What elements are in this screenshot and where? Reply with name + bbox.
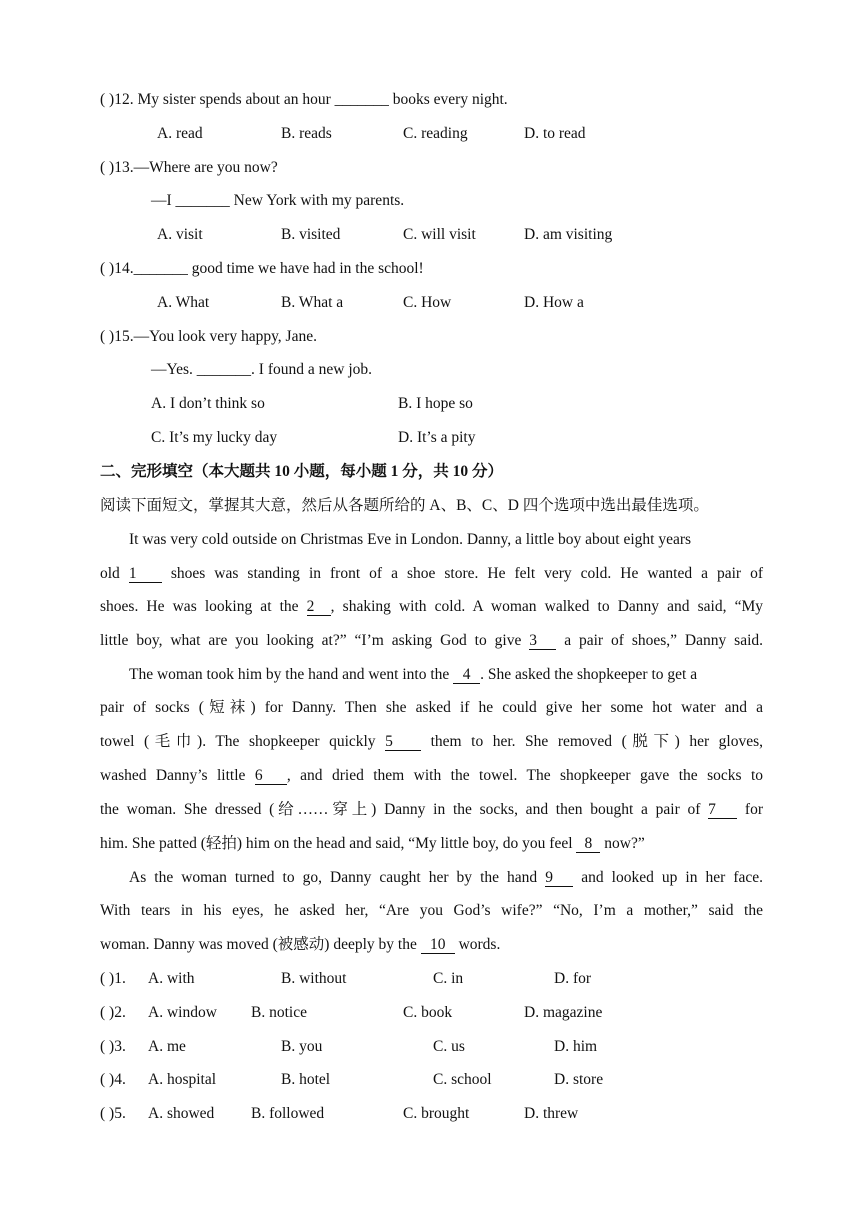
q13-option-a: A. visit — [157, 226, 203, 243]
passage-line: little boy, what are you looking at?” “I’m asking God to give 3 a pair of shoes,” Danny said. — [100, 632, 764, 649]
cloze-2-option-a: A. window — [148, 1004, 217, 1021]
blank-3: 3 — [529, 632, 556, 650]
blank-5: 5 — [385, 733, 421, 751]
cloze-3-option-b: B. you — [281, 1038, 323, 1055]
q14-option-b: B. What a — [281, 294, 344, 311]
q15-option-c: C. It’s my lucky day — [151, 429, 278, 446]
cloze-4-option-a: A. hospital — [148, 1071, 217, 1088]
cloze-3-number: ( )3. — [100, 1038, 126, 1055]
q13-option-b: B. visited — [281, 226, 341, 243]
cloze-3-option-c: C. us — [433, 1038, 465, 1055]
cloze-5-option-d: D. threw — [524, 1105, 579, 1122]
cloze-4-option-d: D. store — [554, 1071, 604, 1088]
cloze-5-option-c: C. brought — [403, 1105, 470, 1122]
cloze-5-option-b: B. followed — [251, 1105, 325, 1122]
q15-option-d: D. It’s a pity — [398, 429, 476, 446]
passage-line: washed Danny’s little 6 , and dried them with the towel. The shopkeeper gave the socks to — [100, 767, 764, 784]
passage-line: With tears in his eyes, he asked her, “Are you God’s wife?” “No, I’m a mother,” said the — [100, 902, 763, 919]
q14-option-c: C. How — [403, 294, 452, 311]
q15-option-a: A. I don’t think so — [151, 395, 265, 412]
q12-option-d: D. to read — [524, 125, 586, 142]
cloze-1-number: ( )1. — [100, 970, 126, 987]
cloze-1-option-d: D. for — [554, 970, 592, 987]
passage-line: The woman took him by the hand and went into the 4 . She asked the shopkeeper to get a — [129, 666, 698, 683]
cloze-3-option-a: A. me — [148, 1038, 186, 1055]
q13-option-d: D. am visiting — [524, 226, 613, 243]
cloze-1-option-a: A. with — [148, 970, 195, 987]
passage-line: old 1 shoes was standing in front of a shoe store. He felt very cold. He wanted a pair of — [100, 565, 764, 582]
question-15-reply: —Yes. _______. I found a new job. — [151, 361, 373, 378]
question-14-stem: ( )14._______ good time we have had in the school! — [100, 260, 424, 277]
question-15-stem: ( )15.—You look very happy, Jane. — [100, 328, 317, 345]
cloze-2-option-b: B. notice — [251, 1004, 307, 1021]
question-13-stem: ( )13.—Where are you now? — [100, 159, 278, 176]
cloze-2-option-d: D. magazine — [524, 1004, 603, 1021]
passage-line: towel (毛巾). The shopkeeper quickly 5 them to her. She removed (脱下) her gloves, — [100, 733, 764, 750]
cloze-4-option-b: B. hotel — [281, 1071, 331, 1088]
passage-line: pair of socks (短袜) for Danny. Then she asked if he could give her some hot water and a — [100, 699, 763, 716]
section-title: 二、完形填空（本大题共 10 小题，每小题 1 分，共 10 分） — [100, 463, 504, 480]
blank-9: 9 — [545, 869, 573, 887]
blank-6: 6 — [255, 767, 287, 785]
passage-line: woman. Danny was moved (被感动) deeply by the 10 words. — [100, 936, 501, 953]
q12-option-c: C. reading — [403, 125, 468, 142]
passage-line: him. She patted (轻拍) him on the head and said, “My little boy, do you feel 8 now?” — [100, 835, 645, 852]
q12-option-a: A. read — [157, 125, 203, 142]
blank-4: 4 — [453, 666, 480, 684]
cloze-4-number: ( )4. — [100, 1071, 126, 1088]
blank-8: 8 — [576, 835, 600, 853]
blank-2: 2 — [307, 598, 331, 616]
cloze-1-option-c: C. in — [433, 970, 464, 987]
question-13-reply: —I _______ New York with my parents. — [151, 192, 405, 209]
cloze-2-number: ( )2. — [100, 1004, 126, 1021]
cloze-5-number: ( )5. — [100, 1105, 126, 1122]
cloze-1-option-b: B. without — [281, 970, 347, 987]
q14-option-a: A. What — [157, 294, 210, 311]
section-instructions: 阅读下面短文，掌握其大意，然后从各题所给的 A、B、C、D 四个选项中选出最佳选项。 — [100, 497, 709, 514]
cloze-5-option-a: A. showed — [148, 1105, 215, 1122]
passage-line: It was very cold outside on Christmas Eve in London. Danny, a little boy about eight years — [129, 531, 692, 548]
cloze-2-option-c: C. book — [403, 1004, 453, 1021]
q14-option-d: D. How a — [524, 294, 584, 311]
blank-10: 10 — [421, 936, 455, 954]
q15-option-b: B. I hope so — [398, 395, 473, 412]
blank-1: 1 — [129, 565, 162, 583]
question-12-stem: ( )12. My sister spends about an hour _______ books every night. — [100, 91, 508, 108]
blank-7: 7 — [708, 801, 737, 819]
passage-line: As the woman turned to go, Danny caught her by the hand 9 and looked up in her face. — [129, 869, 764, 886]
cloze-4-option-c: C. school — [433, 1071, 492, 1088]
passage-line: shoes. He was looking at the 2 , shaking with cold. A woman walked to Danny and said, “My — [100, 598, 764, 615]
q13-option-c: C. will visit — [403, 226, 476, 243]
passage-line: the woman. She dressed (给……穿上) Danny in the socks, and then bought a pair of 7 for — [100, 801, 763, 818]
cloze-3-option-d: D. him — [554, 1038, 598, 1055]
q12-option-b: B. reads — [281, 125, 332, 142]
